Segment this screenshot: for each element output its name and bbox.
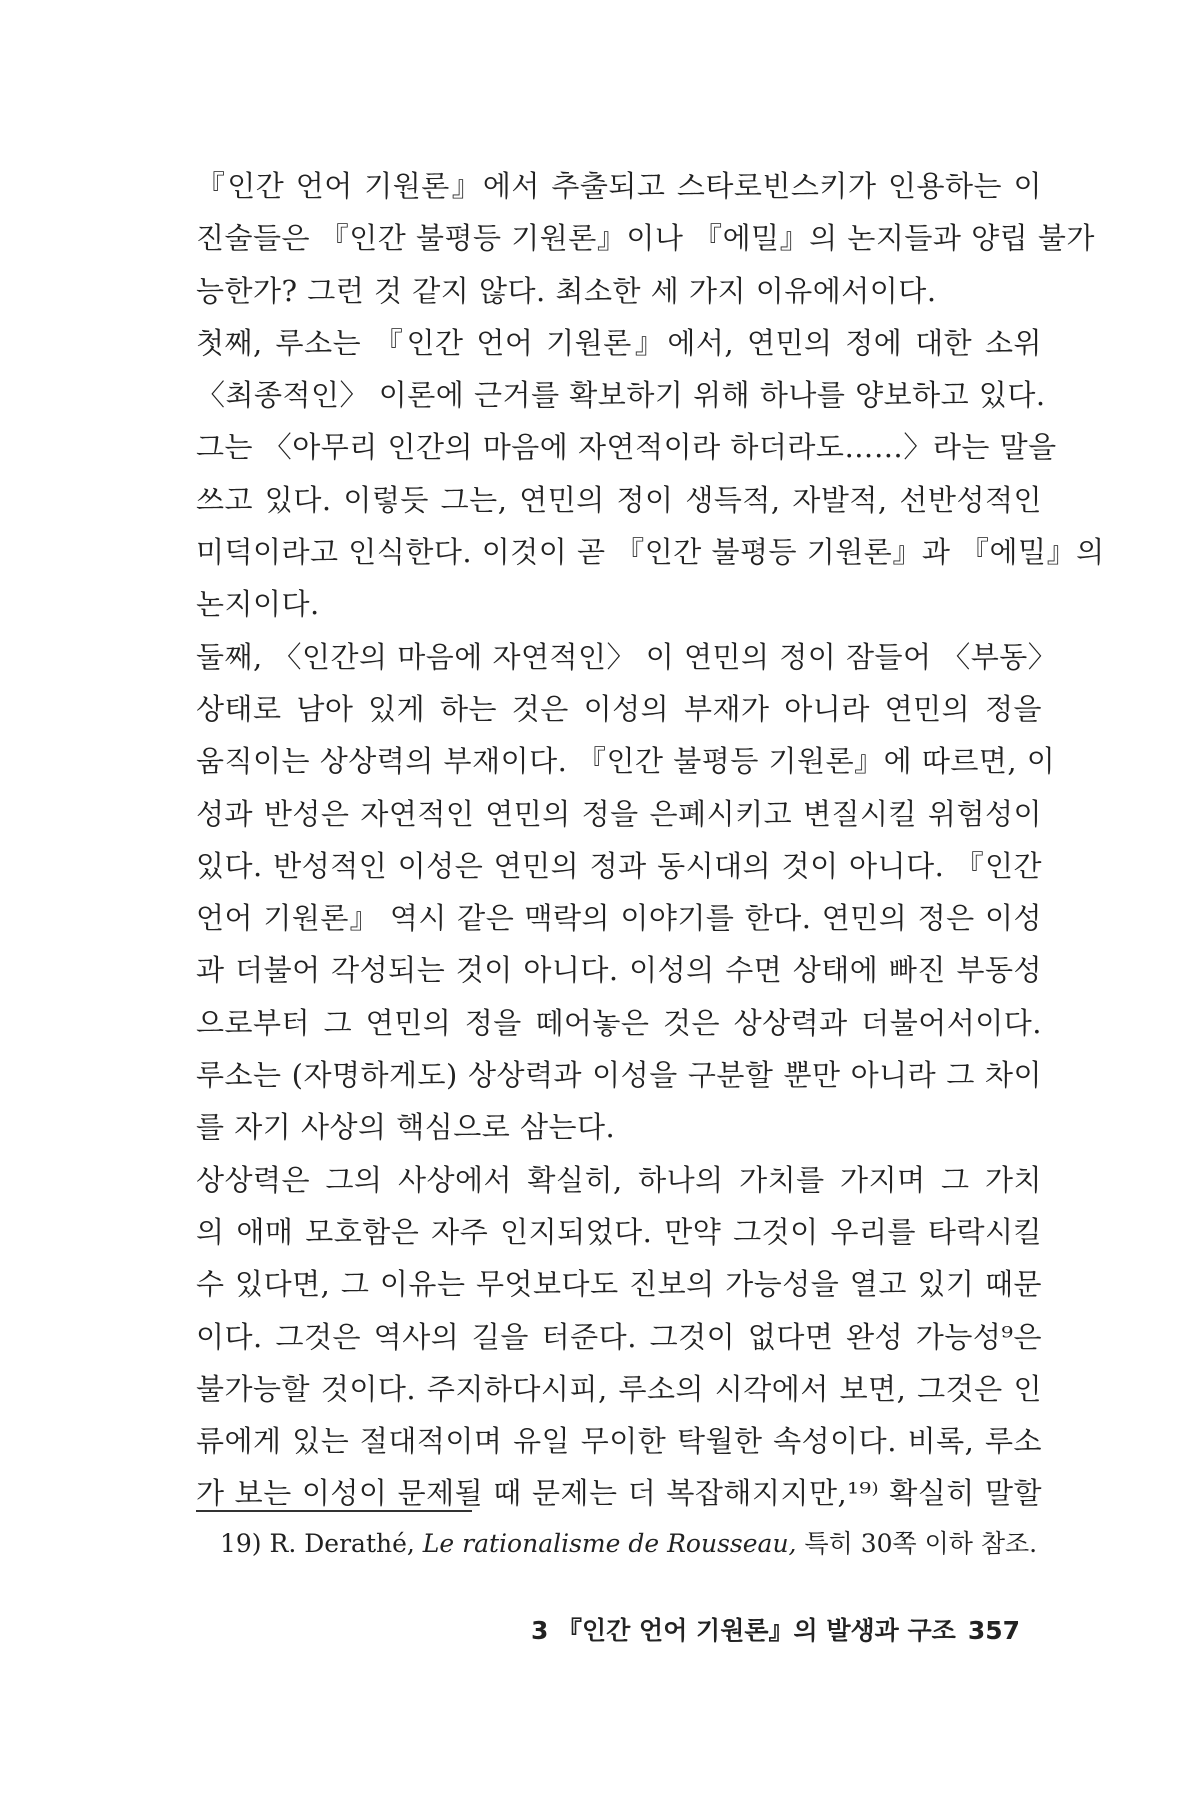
- text-line: 있다. 반성적인 이성은 연민의 정과 동시대의 것이 아니다. 『인간: [196, 848, 1042, 883]
- text-line: 를 자기 사상의 핵심으로 삼는다.: [196, 1110, 616, 1145]
- text-line: 으로부터 그 연민의 정을 떼어놓은 것은 상상력과 더불어서이다.: [196, 1005, 1042, 1040]
- text-line: 수 있다면, 그 이유는 무엇보다도 진보의 가능성을 열고 있기 때문: [196, 1267, 1042, 1302]
- text-line: 그는 〈아무리 인간의 마음에 자연적이라 하더라도……〉라는 말을: [196, 430, 1057, 465]
- running-footer: [531, 1613, 1020, 1649]
- text-line: 상태로 남아 있게 하는 것은 이성의 부재가 아니라 연민의 정을: [196, 691, 1042, 726]
- text-line: 루소는 (자명하게도) 상상력과 이성을 구분할 뿐만 아니라 그 차이: [196, 1058, 1042, 1093]
- text-line: 불가능할 것이다. 주지하다시피, 루소의 시각에서 보면, 그것은 인: [196, 1371, 1042, 1406]
- text-line: 『인간 언어 기원론』에서 추출되고 스타로빈스키가 인용하는 이: [196, 169, 1042, 203]
- text-line: 〈최종적인〉 이론에 근거를 확보하기 위해 하나를 양보하고 있다.: [196, 378, 1046, 413]
- text-line: 이다. 그것은 역사의 길을 터준다. 그것이 없다면 완성 가능성⁹은: [196, 1319, 1042, 1354]
- text-line: 미덕이라고 인식한다. 이것이 곧 『인간 불평등 기원론』과 『에밀』의: [196, 535, 1105, 570]
- text-line: 상상력은 그의 사상에서 확실히, 하나의 가치를 가지며 그 가치: [196, 1162, 1042, 1197]
- footnote-divider: [196, 1510, 472, 1512]
- text-line: 과 더불어 각성되는 것이 아니다. 이성의 수면 상태에 빠진 부동성: [196, 953, 1042, 988]
- footnote-number: 19): [220, 1529, 262, 1558]
- text-line: 능한가? 그런 것 같지 않다. 최소한 세 가지 이유에서이다.: [196, 273, 937, 308]
- footnote-reference: 특히 30쪽 이하 참조.: [804, 1529, 1038, 1558]
- paragraph: [196, 160, 1095, 317]
- running-head: 3 『인간 언어 기원론』의 발생과 구조: [530, 1616, 956, 1645]
- text-line: 류에게 있는 절대적이며 유일 무이한 탁월한 속성이다. 비록, 루소: [196, 1424, 1042, 1459]
- text-line: 움직이는 상상력의 부재이다. 『인간 불평등 기원론』에 따르면, 이: [196, 744, 1056, 779]
- text-line: 논지이다.: [196, 587, 320, 622]
- footnote-author: R. Derathé,: [269, 1529, 415, 1558]
- body-text: [196, 160, 1105, 1520]
- text-line: 진술들은 『인간 불평등 기원론』이나 『에밀』의 논지들과 양립 불가: [196, 221, 1095, 256]
- paragraph: [196, 1154, 1042, 1520]
- text-line: 성과 반성은 자연적인 연민의 정을 은폐시키고 변질시킬 위험성이: [196, 796, 1042, 831]
- text-line: 첫째, 루소는 『인간 언어 기원론』에서, 연민의 정에 대한 소위: [196, 325, 1042, 360]
- text-line: 둘째, 〈인간의 마음에 자연적인〉 이 연민의 정이 잠들어 〈부동〉: [196, 639, 1058, 674]
- text-line: 언어 기원론』 역시 같은 맥락의 이야기를 한다. 연민의 정은 이성: [196, 901, 1042, 936]
- footnote: [220, 1526, 1037, 1562]
- text-line: 가 보는 이성이 문제될 때 문제는 더 복잡해지지만,¹⁹⁾ 확실히 말할: [196, 1476, 1042, 1511]
- text-line: 쓰고 있다. 이렇듯 그는, 연민의 정이 생득적, 자발적, 선반성적인: [196, 482, 1042, 517]
- paragraph: [196, 631, 1058, 1154]
- text-line: 의 애매 모호함은 자주 인지되었다. 만약 그것이 우리를 타락시킬: [196, 1214, 1042, 1249]
- page-number: 357: [967, 1616, 1020, 1645]
- footnote-book-title: Le rationalisme de Rousseau,: [422, 1529, 797, 1558]
- paragraph: [196, 317, 1105, 631]
